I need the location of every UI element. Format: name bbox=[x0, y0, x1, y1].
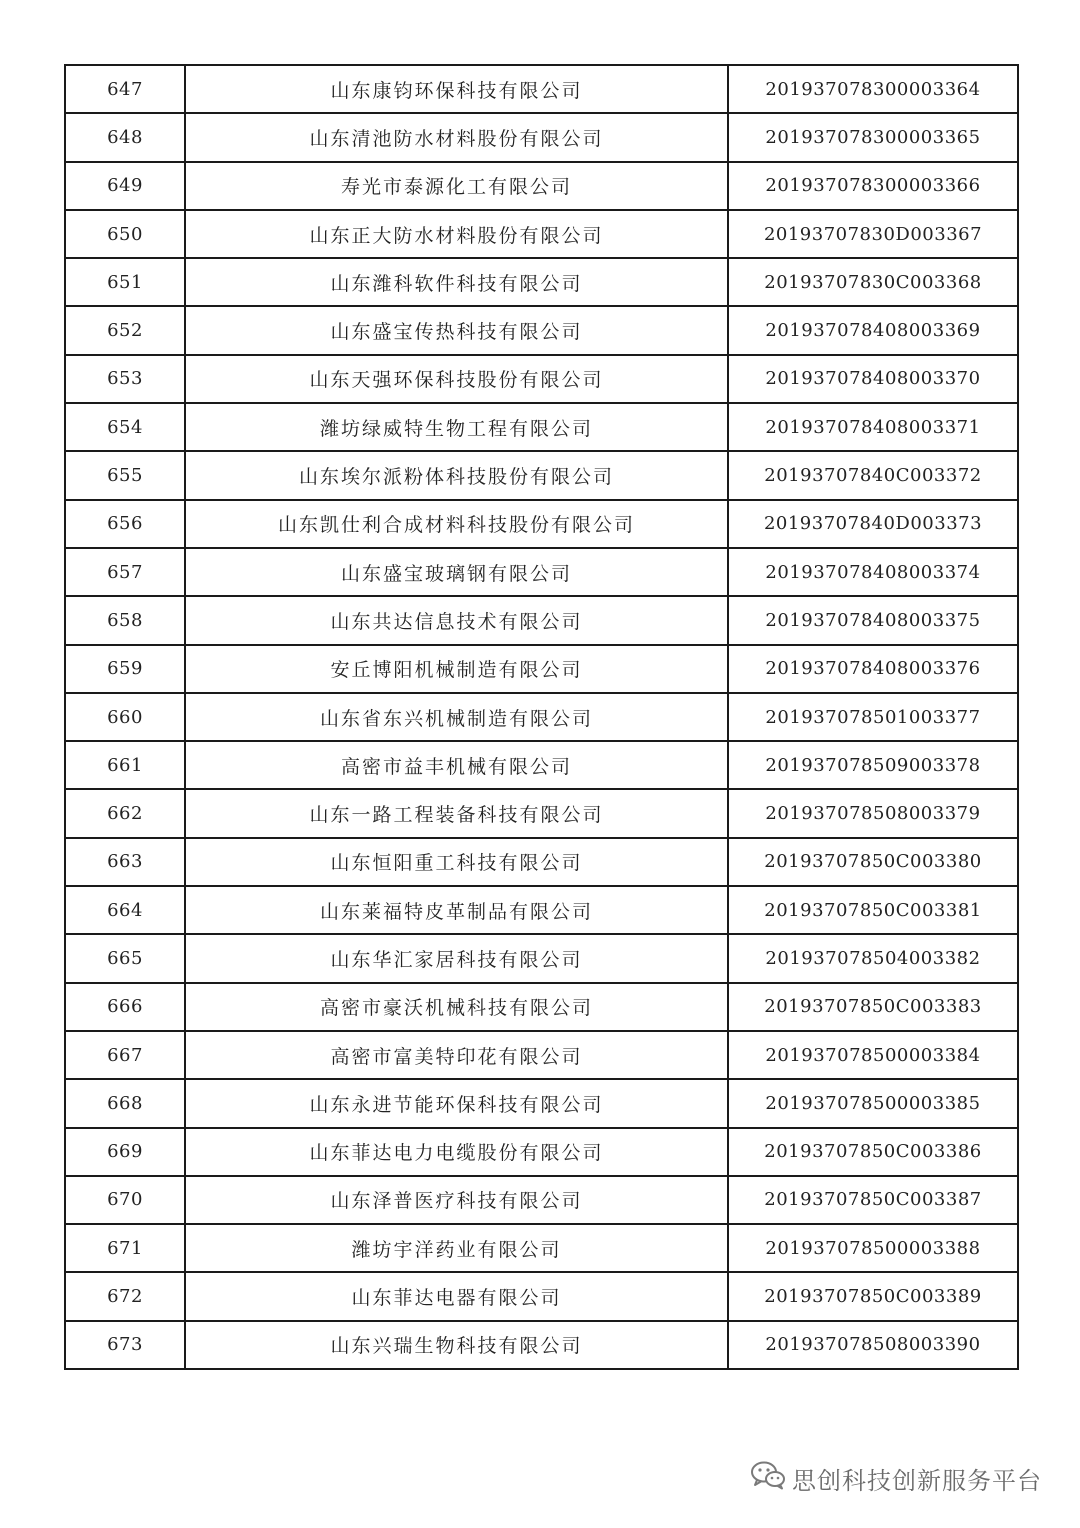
company-name-cell: 山东菲达电器有限公司 bbox=[185, 1272, 728, 1320]
registration-code-cell: 20193707850C003381 bbox=[728, 886, 1018, 934]
company-name-cell: 山东永进节能环保科技有限公司 bbox=[185, 1079, 728, 1127]
registration-code-cell: 201937078504003382 bbox=[728, 934, 1018, 982]
table-row bbox=[65, 1224, 1018, 1272]
company-registry-table bbox=[64, 64, 1019, 1370]
row-number-cell: 653 bbox=[65, 355, 185, 403]
registration-code-cell: 201937078300003364 bbox=[728, 65, 1018, 113]
table-row bbox=[65, 65, 1018, 113]
table-row bbox=[65, 403, 1018, 451]
registration-code-cell: 201937078500003388 bbox=[728, 1224, 1018, 1272]
registration-code-cell: 201937078408003374 bbox=[728, 548, 1018, 596]
registration-code-cell: 201937078509003378 bbox=[728, 741, 1018, 789]
registration-code-cell: 20193707830C003368 bbox=[728, 258, 1018, 306]
row-number-cell: 672 bbox=[65, 1272, 185, 1320]
registration-code-cell: 20193707850C003386 bbox=[728, 1128, 1018, 1176]
table-row bbox=[65, 1321, 1018, 1369]
company-name-cell: 山东天强环保科技股份有限公司 bbox=[185, 355, 728, 403]
row-number-cell: 650 bbox=[65, 210, 185, 258]
registration-code-cell: 201937078408003375 bbox=[728, 596, 1018, 644]
company-name-cell: 山东康钧环保科技有限公司 bbox=[185, 65, 728, 113]
row-number-cell: 648 bbox=[65, 113, 185, 161]
row-number-cell: 664 bbox=[65, 886, 185, 934]
company-name-cell: 高密市富美特印花有限公司 bbox=[185, 1031, 728, 1079]
registration-code-cell: 201937078508003390 bbox=[728, 1321, 1018, 1369]
table-row bbox=[65, 886, 1018, 934]
company-name-cell: 山东泽普医疗科技有限公司 bbox=[185, 1176, 728, 1224]
row-number-cell: 655 bbox=[65, 451, 185, 499]
table-row bbox=[65, 934, 1018, 982]
company-name-cell: 山东省东兴机械制造有限公司 bbox=[185, 693, 728, 741]
company-name-cell: 山东菲达电力电缆股份有限公司 bbox=[185, 1128, 728, 1176]
row-number-cell: 651 bbox=[65, 258, 185, 306]
row-number-cell: 663 bbox=[65, 838, 185, 886]
row-number-cell: 666 bbox=[65, 983, 185, 1031]
company-name-cell: 山东恒阳重工科技有限公司 bbox=[185, 838, 728, 886]
registration-code-cell: 201937078408003376 bbox=[728, 645, 1018, 693]
company-name-cell: 山东凯仕利合成材料科技股份有限公司 bbox=[185, 500, 728, 548]
company-name-cell: 山东清池防水材料股份有限公司 bbox=[185, 113, 728, 161]
row-number-cell: 660 bbox=[65, 693, 185, 741]
company-name-cell: 潍坊绿威特生物工程有限公司 bbox=[185, 403, 728, 451]
company-name-cell: 安丘博阳机械制造有限公司 bbox=[185, 645, 728, 693]
row-number-cell: 658 bbox=[65, 596, 185, 644]
company-name-cell: 山东潍科软件科技有限公司 bbox=[185, 258, 728, 306]
company-name-cell: 山东共达信息技术有限公司 bbox=[185, 596, 728, 644]
registration-code-cell: 201937078408003371 bbox=[728, 403, 1018, 451]
row-number-cell: 661 bbox=[65, 741, 185, 789]
table-row bbox=[65, 741, 1018, 789]
row-number-cell: 670 bbox=[65, 1176, 185, 1224]
row-number-cell: 671 bbox=[65, 1224, 185, 1272]
table-row bbox=[65, 1176, 1018, 1224]
table-row bbox=[65, 693, 1018, 741]
registration-code-cell: 201937078408003369 bbox=[728, 306, 1018, 354]
table-row bbox=[65, 210, 1018, 258]
table-row bbox=[65, 113, 1018, 161]
registration-code-cell: 201937078408003370 bbox=[728, 355, 1018, 403]
table-row bbox=[65, 451, 1018, 499]
company-name-cell: 山东埃尔派粉体科技股份有限公司 bbox=[185, 451, 728, 499]
company-name-cell: 山东华汇家居科技有限公司 bbox=[185, 934, 728, 982]
table-row bbox=[65, 1128, 1018, 1176]
registration-code-cell: 201937078500003384 bbox=[728, 1031, 1018, 1079]
registration-code-cell: 20193707850C003387 bbox=[728, 1176, 1018, 1224]
table-row bbox=[65, 838, 1018, 886]
table-row bbox=[65, 500, 1018, 548]
table-row bbox=[65, 162, 1018, 210]
company-name-cell: 山东莱福特皮革制品有限公司 bbox=[185, 886, 728, 934]
table-row bbox=[65, 1272, 1018, 1320]
registration-code-cell: 201937078508003379 bbox=[728, 789, 1018, 837]
watermark-text: 思创科技创新服务平台 bbox=[792, 1466, 1042, 1495]
registration-code-cell: 20193707840C003372 bbox=[728, 451, 1018, 499]
row-number-cell: 667 bbox=[65, 1031, 185, 1079]
table-row bbox=[65, 1031, 1018, 1079]
table-row bbox=[65, 1079, 1018, 1127]
row-number-cell: 662 bbox=[65, 789, 185, 837]
table-row bbox=[65, 306, 1018, 354]
company-name-cell: 山东盛宝传热科技有限公司 bbox=[185, 306, 728, 354]
row-number-cell: 654 bbox=[65, 403, 185, 451]
registration-code-cell: 20193707850C003380 bbox=[728, 838, 1018, 886]
table-row bbox=[65, 789, 1018, 837]
table-row bbox=[65, 258, 1018, 306]
company-name-cell: 山东兴瑞生物科技有限公司 bbox=[185, 1321, 728, 1369]
table-row bbox=[65, 645, 1018, 693]
row-number-cell: 649 bbox=[65, 162, 185, 210]
company-name-cell: 潍坊宇洋药业有限公司 bbox=[185, 1224, 728, 1272]
registration-code-cell: 201937078501003377 bbox=[728, 693, 1018, 741]
company-name-cell: 高密市益丰机械有限公司 bbox=[185, 741, 728, 789]
row-number-cell: 669 bbox=[65, 1128, 185, 1176]
row-number-cell: 647 bbox=[65, 65, 185, 113]
row-number-cell: 656 bbox=[65, 500, 185, 548]
table-row bbox=[65, 983, 1018, 1031]
row-number-cell: 657 bbox=[65, 548, 185, 596]
watermark bbox=[750, 1460, 1042, 1496]
row-number-cell: 665 bbox=[65, 934, 185, 982]
company-name-cell: 山东盛宝玻璃钢有限公司 bbox=[185, 548, 728, 596]
table-body bbox=[65, 65, 1018, 1369]
row-number-cell: 673 bbox=[65, 1321, 185, 1369]
company-name-cell: 寿光市泰源化工有限公司 bbox=[185, 162, 728, 210]
registration-code-cell: 201937078300003366 bbox=[728, 162, 1018, 210]
registration-code-cell: 20193707840D003373 bbox=[728, 500, 1018, 548]
registration-code-cell: 201937078300003365 bbox=[728, 113, 1018, 161]
table-row bbox=[65, 355, 1018, 403]
row-number-cell: 668 bbox=[65, 1079, 185, 1127]
table-row bbox=[65, 596, 1018, 644]
registration-code-cell: 20193707850C003383 bbox=[728, 983, 1018, 1031]
table-row bbox=[65, 548, 1018, 596]
registration-code-cell: 201937078500003385 bbox=[728, 1079, 1018, 1127]
row-number-cell: 652 bbox=[65, 306, 185, 354]
company-name-cell: 高密市豪沃机械科技有限公司 bbox=[185, 983, 728, 1031]
registration-code-cell: 20193707850C003389 bbox=[728, 1272, 1018, 1320]
registration-code-cell: 20193707830D003367 bbox=[728, 210, 1018, 258]
company-name-cell: 山东一路工程装备科技有限公司 bbox=[185, 789, 728, 837]
row-number-cell: 659 bbox=[65, 645, 185, 693]
company-name-cell: 山东正大防水材料股份有限公司 bbox=[185, 210, 728, 258]
wechat-icon bbox=[750, 1460, 786, 1496]
